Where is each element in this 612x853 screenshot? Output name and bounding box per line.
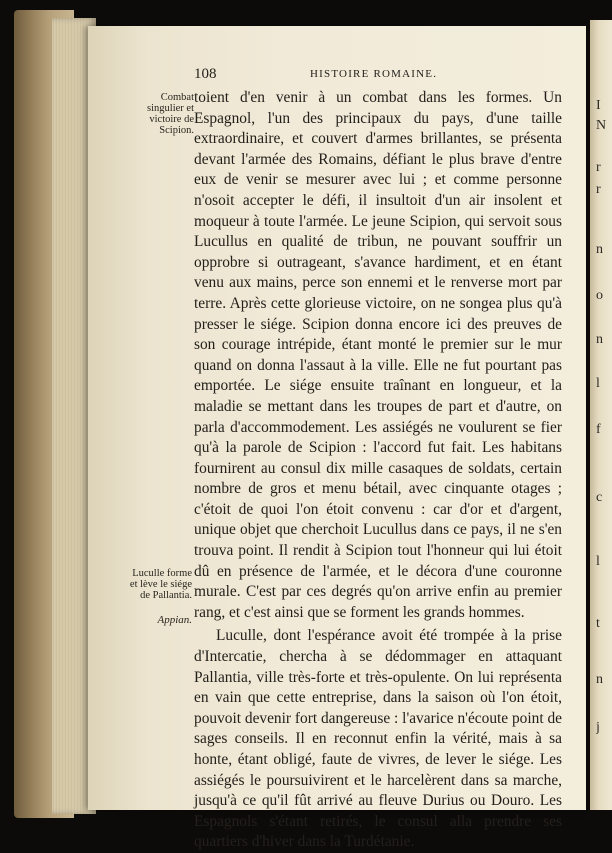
- facing-letter: j: [596, 720, 600, 734]
- facing-letter: n: [596, 672, 603, 686]
- facing-letter: I: [596, 98, 601, 112]
- facing-letter: n: [596, 242, 603, 256]
- facing-letter: N: [596, 118, 607, 132]
- body-text: [194, 88, 562, 853]
- facing-letter: t: [596, 616, 600, 630]
- margin-source: Appian.: [157, 614, 192, 626]
- running-head: [88, 68, 586, 84]
- facing-letter: r: [596, 160, 601, 174]
- facing-letter: r: [596, 182, 601, 196]
- paragraph: toient d'en venir à un combat dans les formes. Un Espagnol, l'un des principaux du pays, d'une taille extraordinaire, et couvert d'armes brillantes, se présenta devant l'armée des Romains, défiant le plus brave d'entre eux de venir se mesurer avec lui ; et comme personne n'osoit accepter le défi, il insultoit d'un air insolent et moqueur à toute l'armée. Le jeune Scipion, qui servoit sous Lucullus en qualité de tribun, ne pouvant souffrir un opprobre si outrageant, s'avance hardiment, et en étant venu aux mains, perce son ennemi et le renverse mort par terre. Après cette glorieuse victoire, on ne songea plus qu'à presser le siége. Scipion donna encore ici des preuves de son courage intrépide, étant monté le premier sur le mur quand on donna l'assaut à la ville. Elle ne fut pourtant pas emportée. Le siége ensuite traînant en longueur, et la maladie se mettant dans les troupes de part et d'autre, on parla d'accommodement. Les assiégés ne voulurent se fier qu'à la parole de Scipion : l'accord fut fait. Les habitans fournirent au consul dix mille casaques de soldats, certain nombre de gros et menu bétail, avec cinquante otages ; c'étoit de quoi l'on étoit convenu : car d'or et d'argent, unique objet que cherchoit Lucullus dans ce pays, il ne s'en trouva point. Il rendit à Scipion tout l'honneur qui lui étoit dû en présence de l'armée, et le décora d'une couronne murale. C'est par ces degrés qu'on arrive enfin au premier rang, et c'est ainsi que se forment les grands hommes.: [194, 89, 562, 621]
- book-page: [88, 26, 586, 851]
- paragraph: Luculle, dont l'espérance avoit été trompée à la prise d'Intercatie, chercha à se dédommager en attaquant Pallantia, ville très-forte et très-opulente. On lui représenta en vain que cette entreprise, dans la saison où l'on étoit, pouvoit devenir fort dangereuse : l'avarice n'écoute point de sages conseils. Il en reconnut enfin la vérité, mais à sa honte, étant obligé, faute de vivres, de lever le siége. Les assiégés le poursuivirent et le harcelèrent dans sa marche, jusqu'à ce qu'il fût arrivé au fleuve Durius ou Douro. Les Espagnols s'étant retirés, le consul alla prendre ses quartiers d'hiver dans la Turdétanie.: [194, 627, 562, 851]
- margin-note: Combat singulier et victoire de Scipion.: [147, 92, 194, 136]
- margin-note: Luculle forme et lève le siége de Pallantia.: [129, 568, 192, 601]
- facing-letter: l: [596, 376, 600, 390]
- page-number: 108: [194, 66, 217, 82]
- facing-letter: l: [596, 554, 600, 568]
- facing-letter: c: [596, 490, 603, 504]
- facing-page: [590, 20, 612, 810]
- running-title: HISTOIRE ROMAINE.: [310, 68, 438, 80]
- facing-letter: f: [596, 422, 601, 436]
- facing-letter: o: [596, 288, 603, 302]
- facing-letter: n: [596, 332, 603, 346]
